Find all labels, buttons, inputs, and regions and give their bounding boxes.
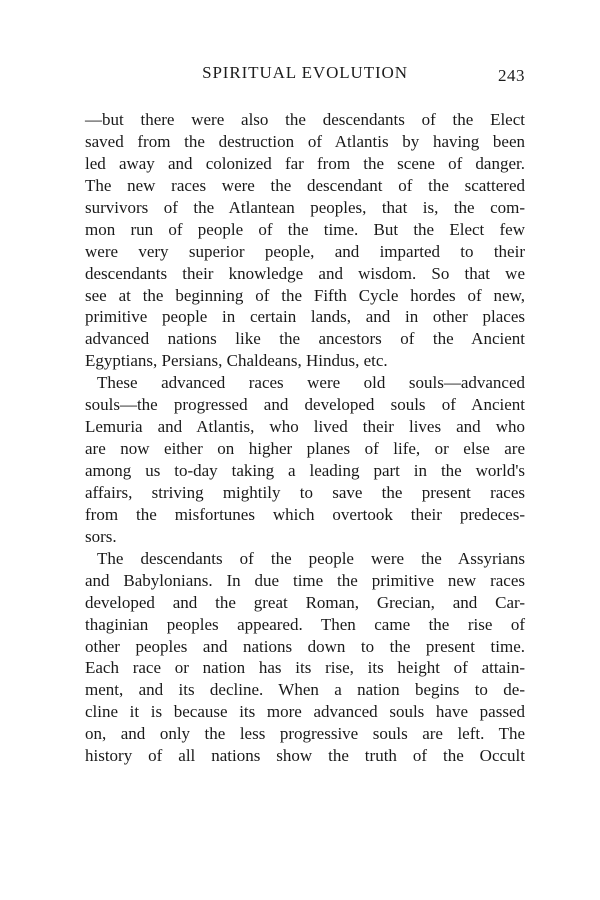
- body-text: [85, 109, 525, 767]
- text-line: and Babylonians. In due time the primitive new races: [85, 570, 525, 590]
- page-number: 243: [498, 66, 525, 85]
- text-line: led away and colonized far from the scene of danger.: [85, 153, 525, 173]
- text-line: see at the beginning of the Fifth Cycle hordes of new,: [85, 285, 525, 305]
- text-line: sors.: [85, 526, 117, 546]
- text-line: history of all nations show the truth of the Occult: [85, 746, 525, 766]
- text-line: Egyptians, Persians, Chaldeans, Hindus, etc.: [85, 351, 388, 371]
- text-line: thaginian peoples appeared. Then came the rise of: [85, 614, 525, 634]
- text-line: saved from the destruction of Atlantis by having been: [85, 131, 525, 151]
- text-line: souls—the progressed and developed souls of Ancient: [85, 395, 525, 415]
- text-line: from the misfortunes which overtook their predeces-: [85, 504, 525, 524]
- text-line: other peoples and nations down to the present time.: [85, 636, 525, 656]
- text-line: cline it is because its more advanced souls have passed: [85, 702, 525, 722]
- text-line: advanced nations like the ancestors of the Ancient: [85, 329, 525, 349]
- text-line: among us to-day taking a leading part in the world's: [85, 461, 525, 480]
- running-head: [85, 63, 525, 87]
- text-line: —but there were also the descendants of the Elect: [85, 110, 525, 129]
- text-line: ment, and its decline. When a nation begins to de-: [85, 680, 525, 700]
- text-line: primitive people in certain lands, and in other places: [85, 307, 525, 327]
- text-line: mon run of people of the time. But the Elect few: [85, 219, 525, 239]
- text-line: The descendants of the people were the Assyrians: [97, 548, 525, 568]
- paragraph: [85, 372, 525, 548]
- text-line: on, and only the less progressive souls are left. The: [85, 724, 525, 744]
- text-line: The new races were the descendant of the scattered: [85, 175, 525, 195]
- text-line: affairs, striving mightily to save the present races: [85, 482, 525, 502]
- text-line: developed and the great Roman, Grecian, and Car-: [85, 592, 525, 612]
- text-line: survivors of the Atlantean peoples, that is, the com-: [85, 197, 525, 217]
- text-line: These advanced races were old souls—advanced: [97, 373, 525, 393]
- text-line: are now either on higher planes of life, or else are: [85, 439, 525, 459]
- text-line: were very superior people, and imparted to their: [85, 241, 525, 261]
- chapter-title: SPIRITUAL EVOLUTION: [202, 63, 408, 82]
- paragraph: [85, 548, 525, 767]
- text-line: Each race or nation has its rise, its height of attain-: [85, 658, 525, 678]
- paragraph: [85, 109, 525, 372]
- text-line: descendants their knowledge and wisdom. So that we: [85, 263, 525, 283]
- text-line: Lemuria and Atlantis, who lived their lives and who: [85, 417, 525, 437]
